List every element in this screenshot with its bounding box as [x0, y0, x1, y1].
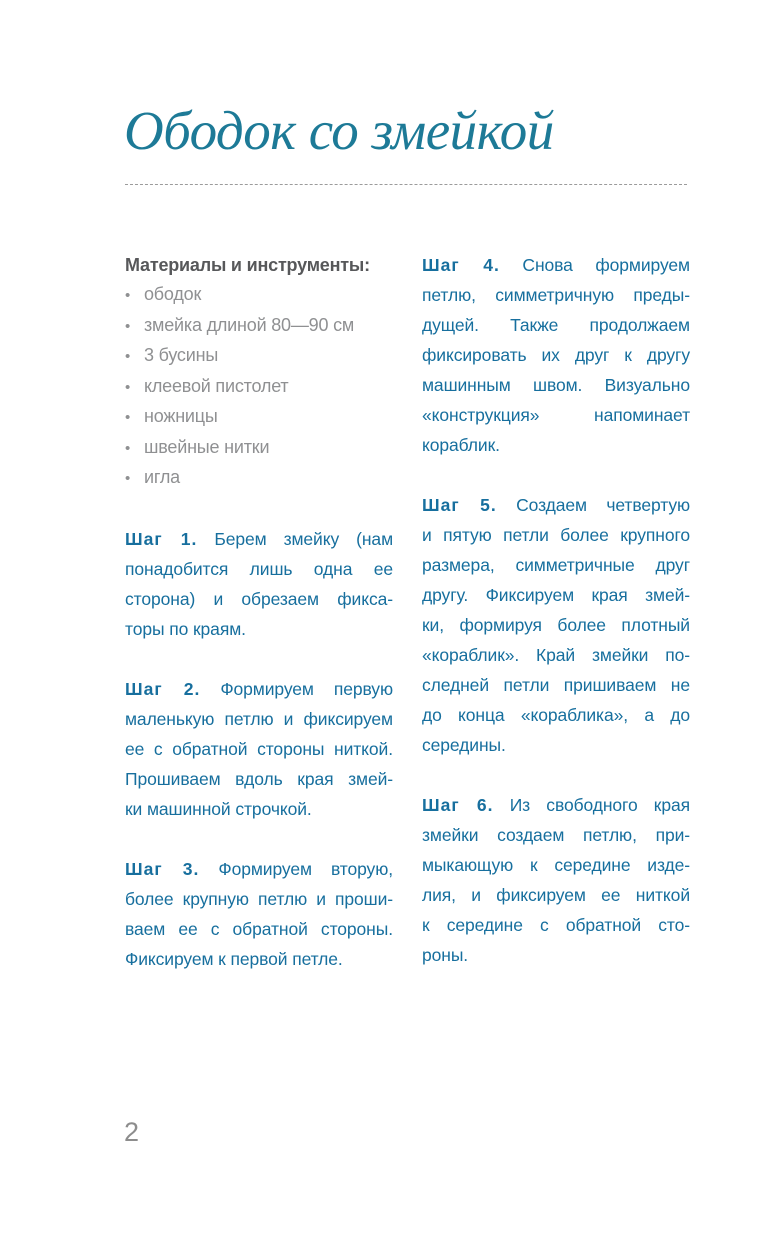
list-item	[125, 280, 393, 311]
list-item	[125, 311, 393, 342]
step-line: Фиксируем к первой петле.	[125, 948, 343, 969]
step-line: змейки создаем петлю, при-	[422, 825, 690, 845]
step-label: Шаг 1.	[125, 528, 198, 549]
step-line: роны.	[422, 945, 469, 965]
step-line: лия, и фиксируем ее ниткой	[422, 885, 690, 905]
dashed-divider	[125, 184, 687, 185]
step-line: торы по краям.	[125, 618, 246, 639]
step-line: размера, симметричные друг	[422, 555, 690, 575]
bullet-icon: •	[125, 439, 131, 457]
bullet-icon: •	[125, 470, 131, 487]
step-line: Шаг 2. Формируем первую	[125, 678, 393, 699]
steps-right	[422, 250, 690, 970]
step-line: к середине с обратной сто-	[422, 915, 690, 935]
step-block	[422, 490, 690, 760]
list-item-label: клеевой пистолет	[144, 375, 289, 396]
step-line: ваем ее с обратной стороны.	[125, 918, 393, 939]
step-line: Шаг 4. Снова формируем	[422, 255, 690, 275]
bullet-icon: •	[125, 287, 131, 304]
list-item	[125, 433, 393, 464]
step-label: Шаг 4.	[422, 255, 500, 275]
list-item	[125, 341, 393, 372]
step-block	[422, 250, 690, 460]
step-line: «кораблик». Край змейки по-	[422, 645, 690, 665]
step-label: Шаг 6.	[422, 795, 494, 815]
step-line: ки, формируя более плотный	[422, 615, 690, 635]
step-line: «конструкция» напоминает	[422, 405, 690, 425]
list-item-label: змейка длиной 80—90 см	[144, 314, 355, 335]
list-item-label: швейные нитки	[144, 436, 270, 457]
step-line: маленькую петлю и фиксируем	[125, 708, 393, 729]
step-line: середины.	[422, 735, 506, 755]
materials-header: Материалы и инструменты:	[125, 255, 370, 275]
steps-left	[125, 524, 393, 974]
step-line: Шаг 5. Создаем четвертую	[422, 495, 690, 515]
step-line: Шаг 3. Формируем вторую,	[125, 858, 393, 879]
bullet-icon: •	[125, 317, 131, 335]
step-block	[125, 524, 393, 644]
step-line: Шаг 1. Берем змейку (нам	[125, 528, 393, 549]
list-item-label: ножницы	[144, 406, 218, 426]
list-item-label: игла	[144, 467, 180, 487]
step-line: более крупную петлю и проши-	[125, 888, 393, 909]
step-line: до конца «кораблика», а до	[422, 705, 690, 725]
step-block	[422, 790, 690, 970]
step-line: Прошиваем вдоль края змей-	[125, 768, 393, 789]
step-line: и пятую петли более крупного	[422, 525, 690, 545]
left-column	[125, 250, 393, 974]
step-line: сторона) и обрезаем фикса-	[125, 588, 393, 609]
bullet-icon: •	[125, 378, 131, 396]
step-line: следней петли пришиваем не	[422, 675, 690, 695]
step-line: другу. Фиксируем края змей-	[422, 585, 690, 605]
step-line: машинным швом. Визуально	[422, 375, 690, 395]
list-item	[125, 402, 393, 433]
step-label: Шаг 2.	[125, 678, 201, 699]
step-line: фиксировать их друг к другу	[422, 345, 690, 365]
page-title: Ободок со змейкой	[124, 100, 554, 161]
list-item	[125, 463, 393, 494]
page-number: 2	[124, 1117, 140, 1147]
right-column	[422, 250, 690, 974]
list-item	[125, 372, 393, 403]
materials-list	[125, 280, 393, 494]
list-item-label: ободок	[144, 284, 202, 304]
step-line: ки машинной строчкой.	[125, 798, 312, 819]
step-block	[125, 854, 393, 974]
step-line: ее с обратной стороны ниткой.	[125, 738, 393, 759]
list-item-label: 3 бусины	[144, 345, 219, 365]
step-line: понадобится лишь одна ее	[125, 558, 393, 579]
bullet-icon: •	[125, 348, 131, 365]
step-label: Шаг 5.	[422, 495, 497, 515]
content-columns	[125, 250, 689, 974]
step-line: мыкающую к середине изде-	[422, 855, 690, 875]
step-block	[125, 674, 393, 824]
bullet-icon: •	[125, 409, 131, 426]
step-line: дущей. Также продолжаем	[422, 315, 690, 335]
step-line: кораблик.	[422, 435, 500, 455]
step-line: петлю, симметричную преды-	[422, 285, 690, 305]
step-label: Шаг 3.	[125, 858, 200, 879]
step-line: Шаг 6. Из свободного края	[422, 795, 690, 815]
